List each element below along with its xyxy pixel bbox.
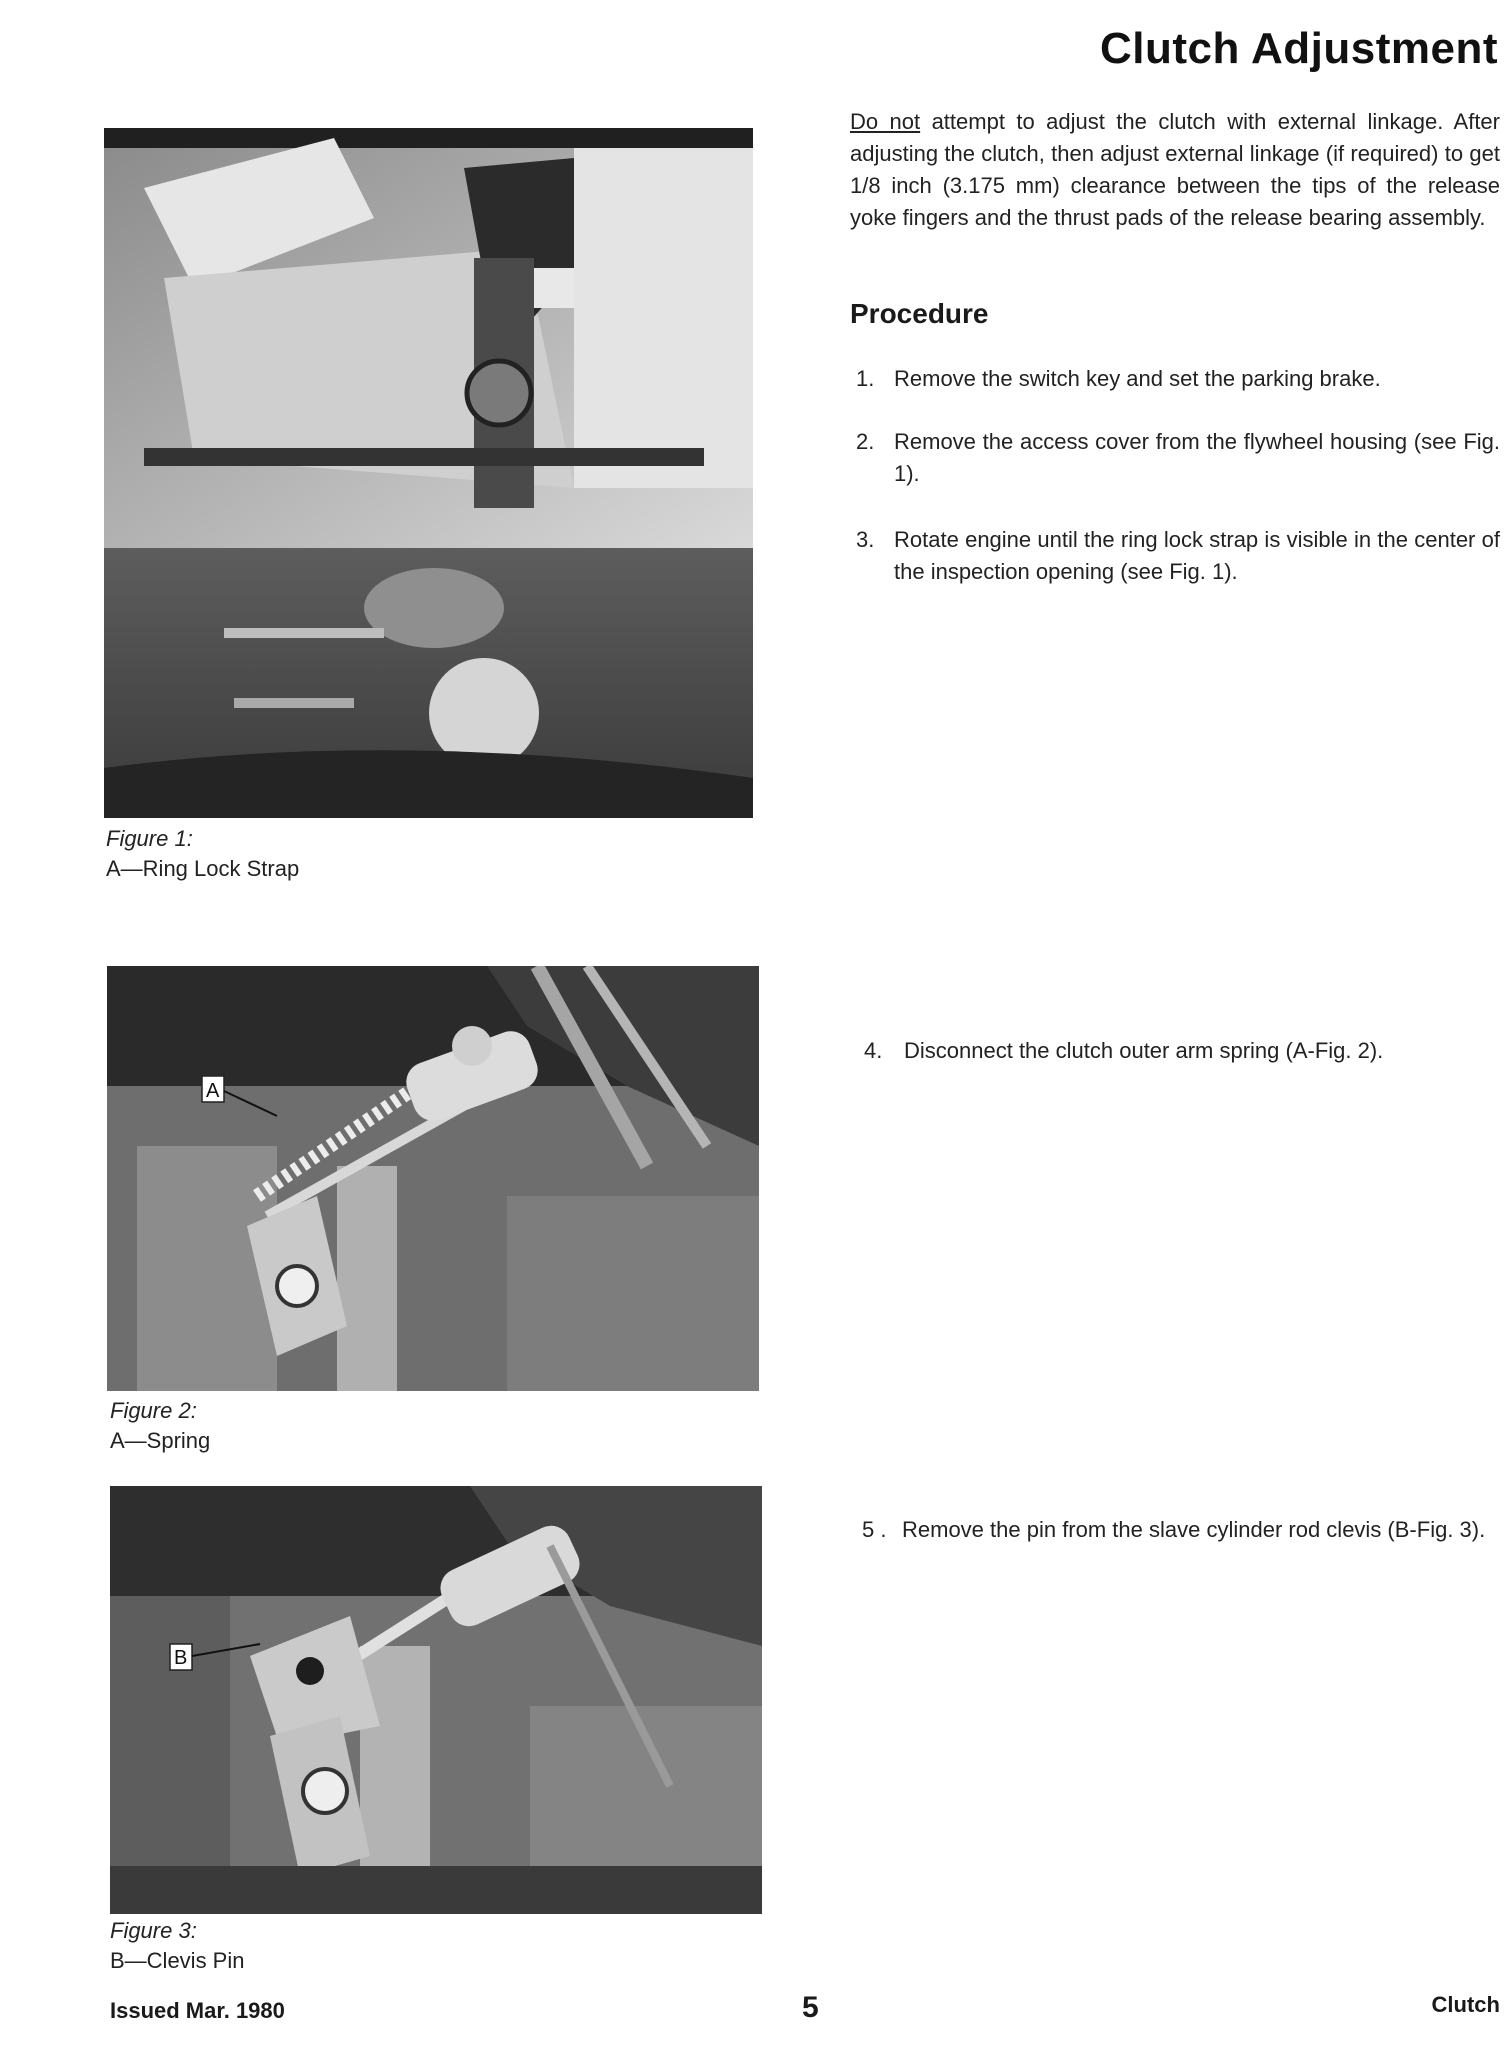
intro-paragraph: [850, 106, 1500, 234]
procedure-step-2: [856, 426, 1500, 490]
procedure-step-1: [856, 363, 1500, 395]
figure-2-photo: [107, 966, 759, 1391]
figure-3-photo: [110, 1486, 762, 1914]
figure-2-callout: A: [206, 1080, 220, 1102]
step-text: Disconnect the clutch outer arm spring (A-Fig. 2).: [904, 1038, 1384, 1063]
figure-caption-text: A—Ring Lock Strap: [106, 856, 300, 881]
footer-issued-date: Issued Mar. 1980: [110, 1998, 285, 2023]
procedure-heading: Procedure: [850, 298, 989, 329]
figure-caption-text: A—Spring: [110, 1428, 211, 1453]
procedure-step-3: [856, 524, 1500, 588]
step-text: Rotate engine until the ring lock strap is visible in the center of the inspection opening (see Fig. 1).: [894, 527, 1500, 584]
page-title: Clutch Adjustment: [1100, 24, 1498, 73]
step-number: 2.: [856, 429, 875, 454]
step-text: Remove the access cover from the flywheel housing (see Fig. 1).: [894, 429, 1500, 486]
step-text: Remove the pin from the slave cylinder rod clevis (B-Fig. 3).: [902, 1517, 1486, 1542]
figure-3-caption: [110, 1916, 244, 1976]
step-number: 5 .: [862, 1517, 887, 1542]
footer-section-name: Clutch: [1431, 1992, 1500, 2017]
intro-emphasis: Do not: [850, 109, 921, 134]
step-number: 3.: [856, 527, 875, 552]
procedure-step-5: [862, 1514, 1502, 1546]
procedure-step-4: [864, 1035, 1504, 1067]
step-number: 1.: [856, 366, 875, 391]
figure-3-callout: B: [174, 1647, 188, 1669]
figure-caption-text: B—Clevis Pin: [110, 1948, 245, 1973]
figure-label: Figure 1:: [106, 826, 193, 851]
step-text: Remove the switch key and set the parking brake.: [894, 366, 1381, 391]
footer-page-number: 5: [802, 1991, 819, 2024]
step-number: 4.: [864, 1038, 883, 1063]
figure-2-caption: [110, 1396, 210, 1456]
figure-label: Figure 2:: [110, 1398, 197, 1423]
figure-1-photo: [104, 128, 753, 818]
intro-text: attempt to adjust the clutch with external linkage. After adjusting the clutch, then adjust external linkage (if required) to get 1/8 inch (3.175 mm) clearance between the tips of the release yoke fingers and the thrust pads of the release bearing assembly.: [850, 109, 1500, 230]
figure-1-caption: [106, 824, 299, 884]
figure-label: Figure 3:: [110, 1918, 197, 1943]
